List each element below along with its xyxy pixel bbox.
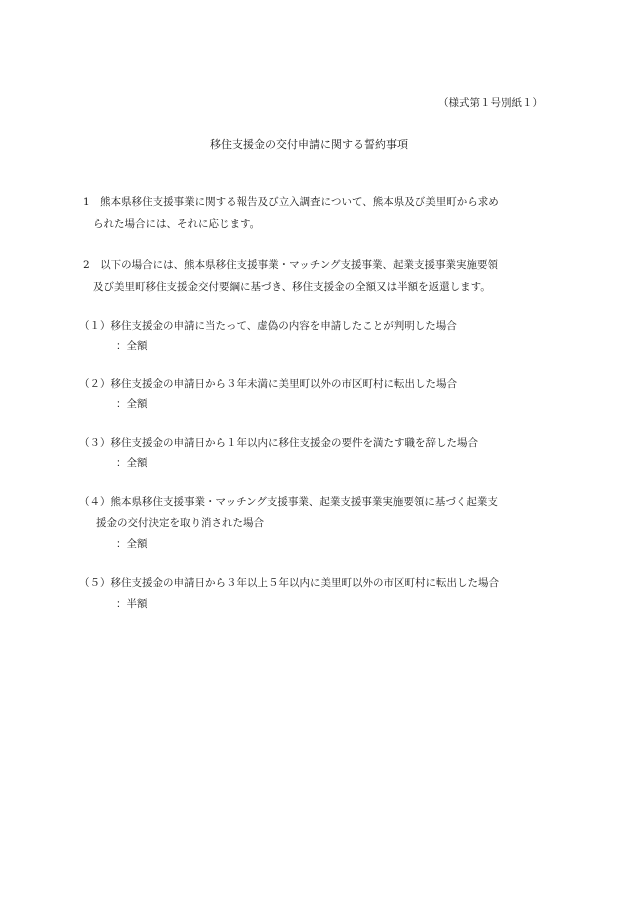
case-4-amount: ：全額 [116,538,148,550]
case-5-amount: ：半額 [116,598,148,610]
page-title: 移住支援金の交付申請に関する誓約事項 [210,138,408,151]
case-2-text: （２）移住支援金の申請日から３年未満に美里町以外の市区町村に転出した場合 [79,378,457,390]
case-3-text: （３）移住支援金の申請日から１年以内に移住支援金の要件を満たす職を辞した場合 [79,437,478,449]
case-5-text: （５）移住支援金の申請日から３年以上５年以内に美里町以外の市区町村に転出した場合 [79,577,499,589]
pledge-2-line-1: 2 以下の場合には、熊本県移住支援事業・マッチング支援事業、起業支援事業実施要領 [83,259,499,271]
pledge-1-line-2: られた場合には、それに応じます。 [93,218,261,230]
case-1-amount: ：全額 [116,340,148,352]
case-1-text: （１）移住支援金の申請に当たって、虚偽の内容を申請したことが判明した場合 [79,320,457,332]
case-4-text: （４）熊本県移住支援事業・マッチング支援事業、起業支援事業実施要領に基づく起業支 [79,496,498,508]
pledge-2-line-2: 及び美里町移住支援金交付要綱に基づき、移住支援金の全額又は半額を返還します。 [93,281,491,293]
case-4-text-line-2: 援金の交付決定を取り消された場合 [96,517,264,529]
form-label: （様式第１号別紙１） [438,97,543,109]
case-3-amount: ：全額 [116,457,148,469]
case-2-amount: ：全額 [116,398,148,410]
pledge-1-line-1: 1 熊本県移住支援事業に関する報告及び立入調査について、熊本県及び美里町から求め [83,196,499,208]
